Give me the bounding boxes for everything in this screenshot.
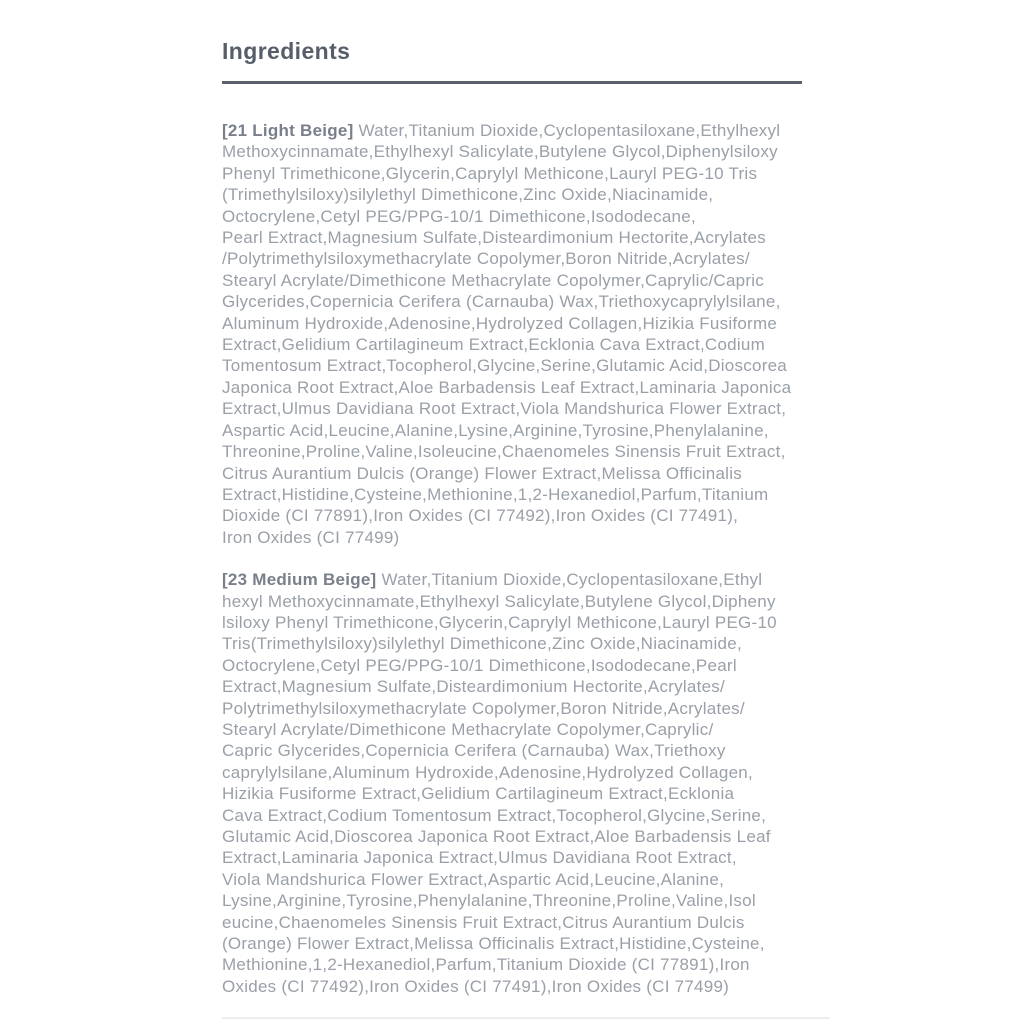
ingredients-line: Aluminum Hydroxide,Adenosine,Hydrolyzed Collagen,Hizikia Fusiforme [222, 313, 778, 333]
ingredients-line: Stearyl Acrylate/Dimethicone Methacrylate Copolymer,Caprylic/Capric [222, 270, 765, 290]
shade-label-21-light-beige: [21 Light Beige] [222, 121, 354, 140]
ingredients-line: /Polytrimethylsiloxymethacrylate Copolymer,Boron Nitride,Acrylates/ [222, 249, 750, 269]
ingredients-line: Dioxide (CI 77891),Iron Oxides (CI 77492),Iron Oxides (CI 77491), [222, 506, 739, 526]
ingredients-line: lsiloxy Phenyl Trimethicone,Glycerin,Caprylyl Methicone,Lauryl PEG-10 [222, 612, 777, 632]
ingredients-line: Iron Oxides (CI 77499) [222, 527, 400, 547]
ingredients-line [222, 120, 828, 141]
ingredients-text: Water,Titanium Dioxide,Cyclopentasiloxane,Ethylhexyl [358, 121, 781, 140]
ingredients-line: Extract,Ulmus Davidiana Root Extract,Viola Mandshurica Flower Extract, [222, 399, 787, 419]
shade-21-light-beige-block [222, 120, 828, 548]
ingredients-line: Extract,Histidine,Cysteine,Methionine,1,2-Hexanediol,Parfum,Titanium [222, 484, 769, 504]
ingredients-line: Japonica Root Extract,Aloe Barbadensis Leaf Extract,Laminaria Japonica [222, 377, 792, 397]
ingredients-line: Hizikia Fusiforme Extract,Gelidium Cartilagineum Extract,Ecklonia [222, 784, 735, 804]
ingredients-line: (Orange) Flower Extract,Melissa Officinalis Extract,Histidine,Cysteine, [222, 934, 765, 954]
ingredients-line: Aspartic Acid,Leucine,Alanine,Lysine,Arginine,Tyrosine,Phenylalanine, [222, 420, 769, 440]
ingredients-section [222, 38, 828, 997]
ingredients-line: Stearyl Acrylate/Dimethicone Methacrylate Copolymer,Caprylic/ [222, 719, 714, 739]
ingredients-line: Glutamic Acid,Dioscorea Japonica Root Extract,Aloe Barbadensis Leaf [222, 827, 771, 846]
ingredients-text: Water,Titanium Dioxide,Cyclopentasiloxane,Ethyl [381, 570, 763, 590]
ingredients-line: Pearl Extract,Magnesium Sulfate,Disteardimonium Hectorite,Acrylates [222, 228, 766, 248]
section-title: Ingredients [222, 38, 351, 64]
ingredients-line: Cava Extract,Codium Tomentosum Extract,Tocopherol,Glycine,Serine, [222, 805, 767, 825]
ingredients-line: Capric Glycerides,Copernicia Cerifera (Carnauba) Wax,Triethoxy [222, 741, 726, 761]
ingredients-line: Tris(Trimethylsiloxy)silylethyl Dimethicone,Zinc Oxide,Niacinamide, [222, 634, 742, 654]
bottom-divider [222, 1017, 830, 1019]
ingredients-line: Methoxycinnamate,Ethylhexyl Salicylate,Butylene Glycol,Diphenylsiloxy [222, 142, 778, 162]
ingredients-line: Methionine,1,2-Hexanediol,Parfum,Titanium Dioxide (CI 77891),Iron [222, 955, 750, 975]
ingredients-line: Glycerides,Copernicia Cerifera (Carnauba) Wax,Triethoxycaprylylsilane, [222, 292, 781, 312]
shade-label-23-medium-beige: [23 Medium Beige] [222, 570, 377, 590]
ingredients-line: Oxides (CI 77492),Iron Oxides (CI 77491),Iron Oxides (CI 77499) [222, 976, 730, 996]
ingredients-line: Tomentosum Extract,Tocopherol,Glycine,Serine,Glutamic Acid,Dioscorea [222, 356, 788, 376]
ingredients-line: Octocrylene,Cetyl PEG/PPG-10/1 Dimethicone,Isododecane,Pearl [222, 655, 737, 675]
ingredients-line: Extract,Gelidium Cartilagineum Extract,Ecklonia Cava Extract,Codium [222, 335, 765, 355]
ingredients-line: eucine,Chaenomeles Sinensis Fruit Extract,Citrus Aurantium Dulcis [222, 912, 745, 932]
ingredients-lines-23 [222, 591, 828, 998]
ingredients-line: Citrus Aurantium Dulcis (Orange) Flower Extract,Melissa Officinalis [222, 463, 742, 483]
ingredients-line: (Trimethylsiloxy)silylethyl Dimethicone,Zinc Oxide,Niacinamide, [222, 185, 714, 205]
ingredients-line: Lysine,Arginine,Tyrosine,Phenylalanine,Threonine,Proline,Valine,Isol [222, 891, 756, 911]
ingredients-line: Polytrimethylsiloxymethacrylate Copolymer,Boron Nitride,Acrylates/ [222, 698, 745, 718]
ingredients-line: hexyl Methoxycinnamate,Ethylhexyl Salicylate,Butylene Glycol,Dipheny [222, 591, 776, 611]
ingredients-line: Octocrylene,Cetyl PEG/PPG-10/1 Dimethicone,Isododecane, [222, 206, 696, 226]
ingredients-line: Viola Mandshurica Flower Extract,Aspartic Acid,Leucine,Alanine, [222, 869, 725, 889]
ingredients-lines-21 [222, 141, 828, 548]
ingredients-line: Extract,Magnesium Sulfate,Disteardimonium Hectorite,Acrylates/ [222, 677, 726, 697]
ingredients-line: Threonine,Proline,Valine,Isoleucine,Chaenomeles Sinensis Fruit Extract, [222, 442, 786, 462]
ingredients-line: Phenyl Trimethicone,Glycerin,Caprylyl Methicone,Lauryl PEG-10 Tris [222, 163, 758, 183]
shade-23-medium-beige-block [222, 569, 828, 997]
title-underline [222, 81, 802, 84]
ingredients-line [222, 569, 828, 590]
ingredients-line: caprylylsilane,Aluminum Hydroxide,Adenosine,Hydrolyzed Collagen, [222, 762, 753, 782]
ingredients-line: Extract,Laminaria Japonica Extract,Ulmus Davidiana Root Extract, [222, 848, 737, 868]
